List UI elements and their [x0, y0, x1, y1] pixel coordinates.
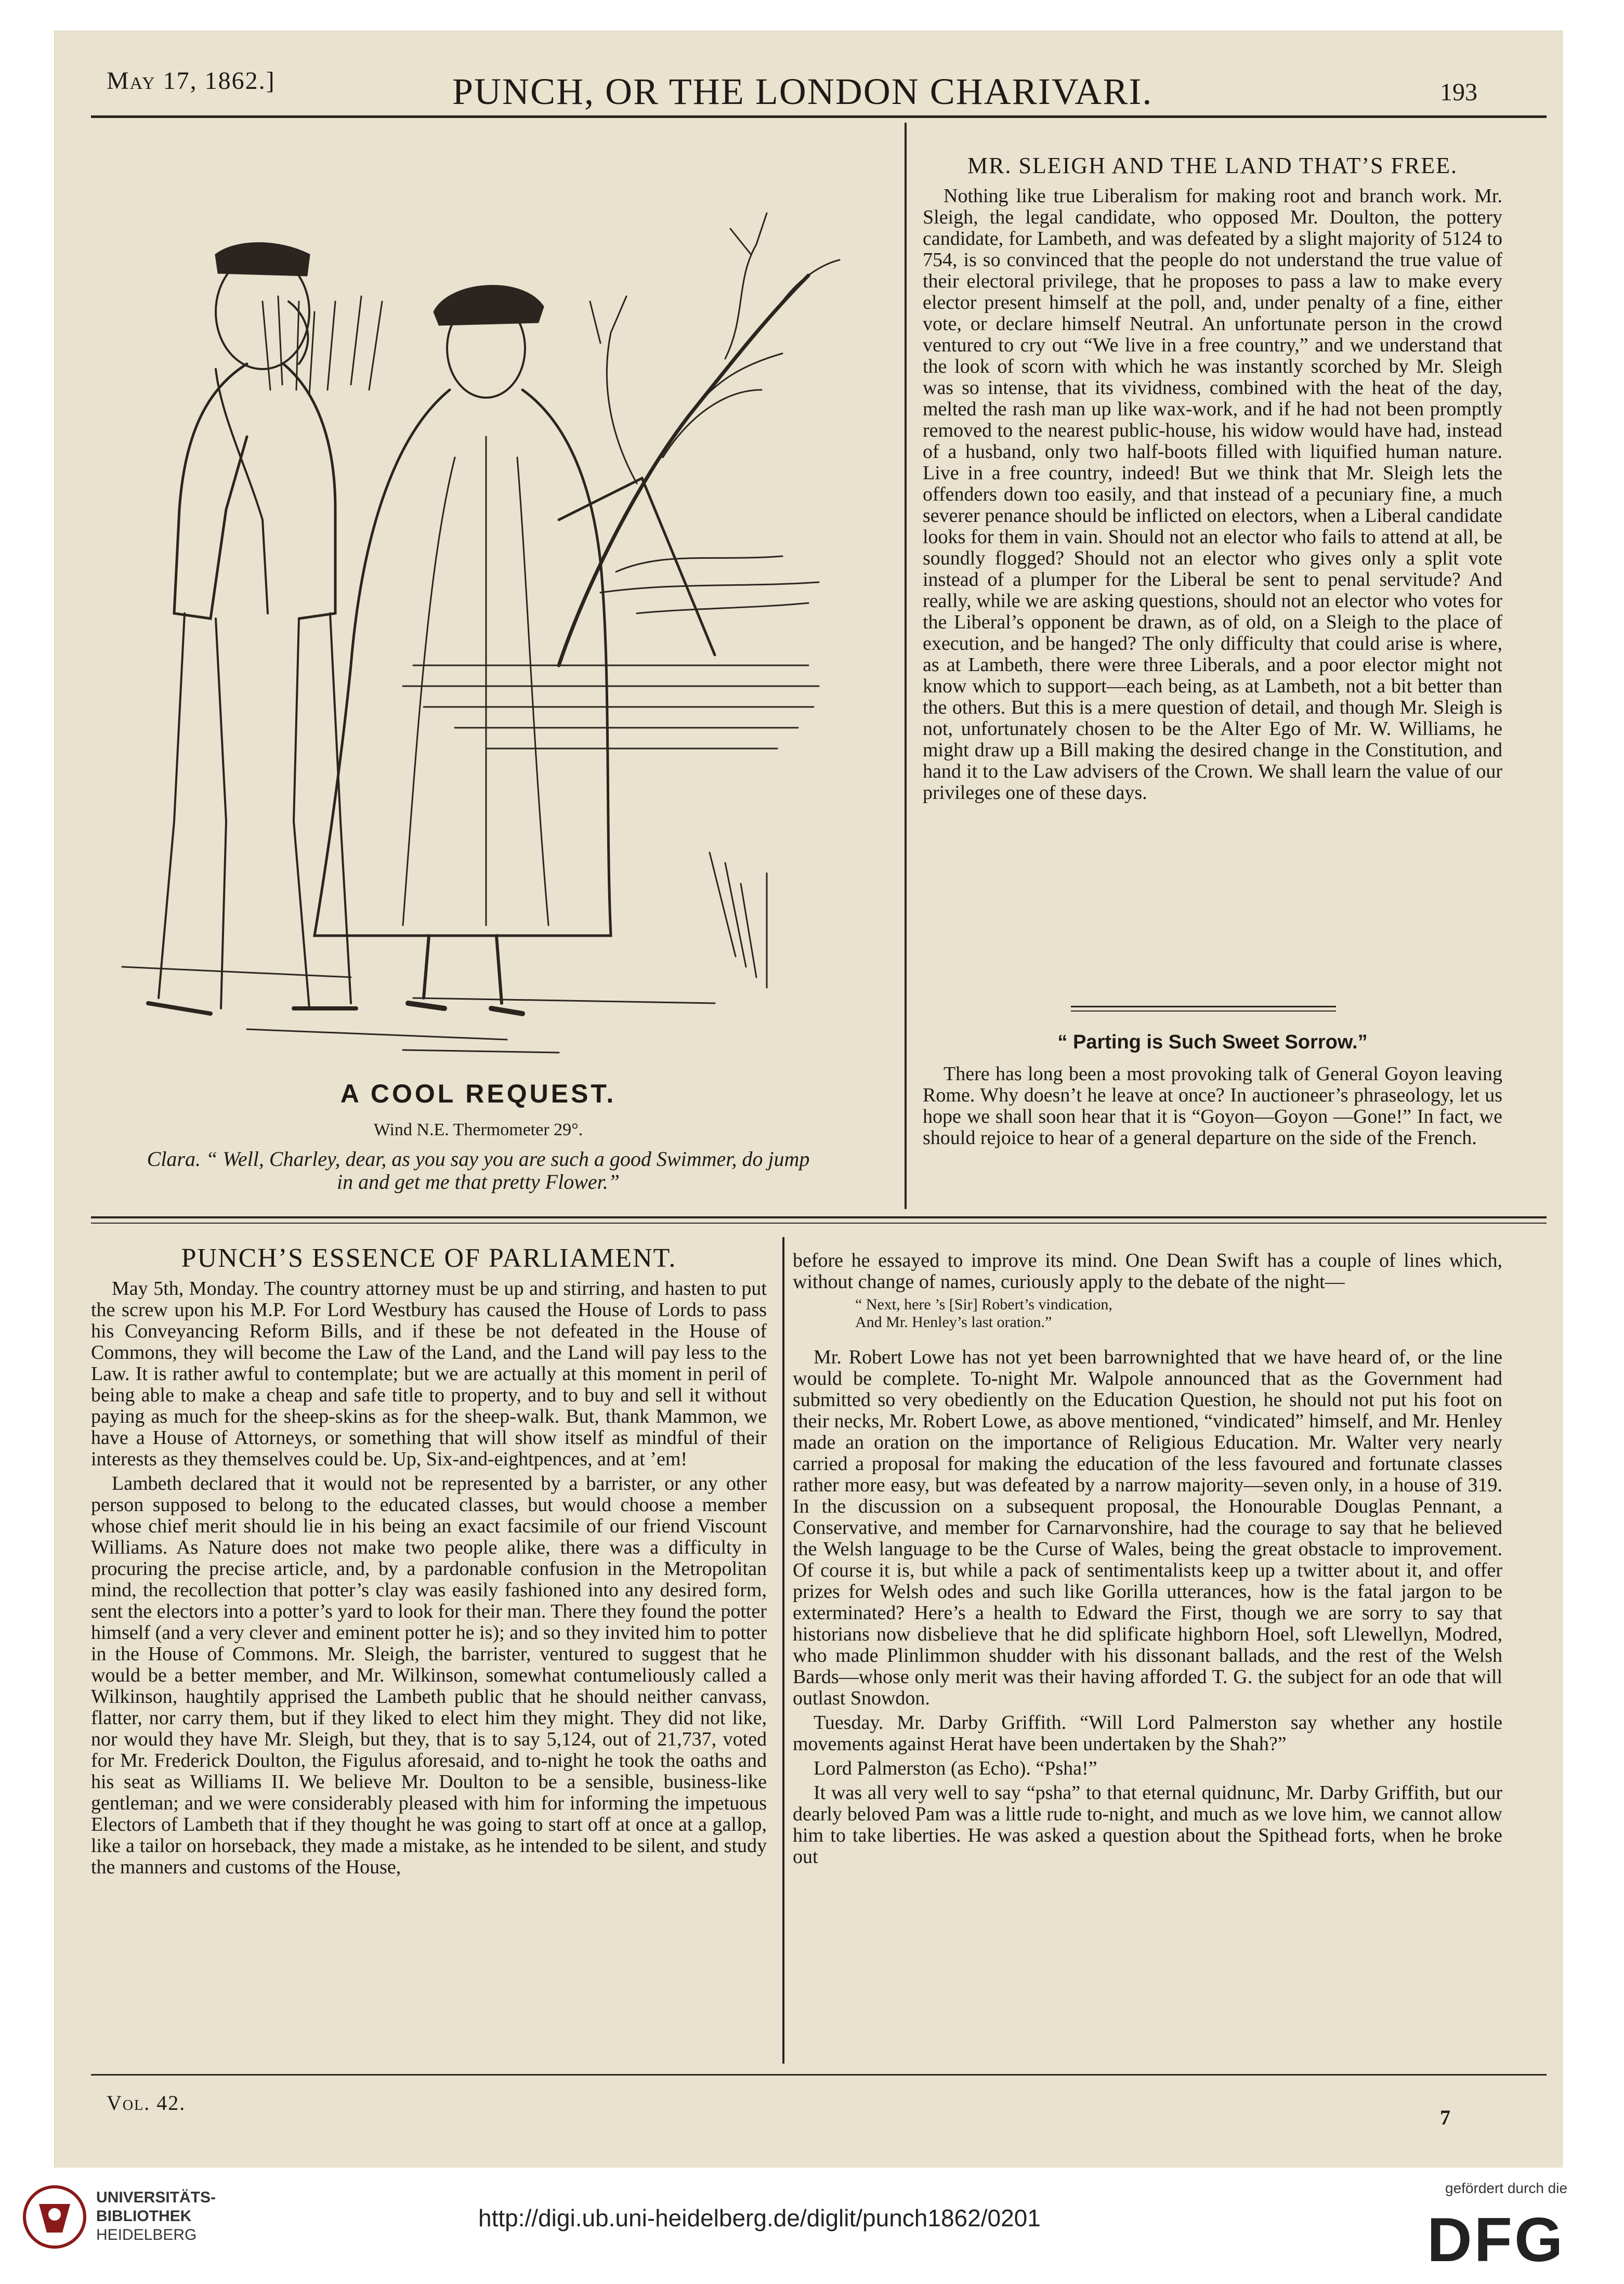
- library-line-3: HEIDELBERG: [96, 2226, 197, 2243]
- page-number: 193: [1440, 78, 1477, 106]
- essence-para-2: Lambeth declared that it would not be represented by a barrister, or any other person supposed to belong to the educated classes, but would choose a member whose chief merit should lie in his being an exact facsimile of our friend Viscount Williams. As Nature does not make two people alike, there was a difficulty in procuring the precise article, and, by a pardonable confusion in the Metropolitan mind, the recollection that potter’s clay was easily fashioned into any desired form, sent the electors into a potter’s yard to look for their man. There they found the potter himself (and a very clever and eminent potter he is); and so they invited him to potter in the House of Commons. Mr. Sleigh, the barrister, ventured to suggest that he would be a better member, and Mr. Wilkinson, somewhat contumeliously called a Wilkinson, haughtily apprised the Lambeth public that he should neither canvass, flatter, nor carry them, but if they liked to elect him they might. They did not like, nor would they have Mr. Sleigh, but they, that is to say 5,124, out of 21,737, voted for Mr. Frederick Doulton, the Figulus aforesaid, and to-night he took the oaths and his seat as Williams II. We believe Mr. Doulton to be a sensible, business-like gentleman; and we were considerably pleased with him for informing the impetuous Electors of Lambeth that if they thought he was going to start off at once at a gallop, like a tailor on horseback, they made a mistake, as he intended to be silent, and study the manners and customs of the House,: [91, 1473, 767, 1878]
- essence-para-6: Lord Palmerston (as Echo). “Psha!”: [814, 1757, 1097, 1779]
- caption-line-1: Clara. “ Well, Charley, dear, as you say you are such a good Swimmer, do jump: [147, 1147, 810, 1171]
- essence-para-3: before he essayed to improve its mind. One Dean Swift has a couple of lines which, without change of names, curiously apply to the debate of the night—: [793, 1250, 1502, 1293]
- essence-para-4: Mr. Robert Lowe has not yet been barrownighted that we have heard of, or the line would be complete. To-night Mr. Walpole announced that as the Government had submitted so very obediently on the Education Question, he should not put his foot on their necks, Mr. Robert Lowe, as above mentioned, “vindicated” himself, and Mr. Henley made an oration on the importance of Religious Education. Mr. Walter very nearly carried a proposal for making the education of the less favoured and fortunate classes rather more easy, but was defeated by a narrow majority—seven only, in a house of 319. In the discussion on a subsequent proposal, the Honourable Douglas Pennant, a Conservative, and member for Carnarvonshire, had the courage to say that he believed the Welsh language to be the Curse of Wales, being the great obstacle to improvement. Of course it is, but while a pack of sentimentalists keep up a twitter about it, and offer prizes for Welsh odes and such like Gorilla utterances, how is the fatal jargon to be exterminated? Here’s a health to Edward the First, though we are sorry to say that historians now disbelieve that he did splificate highborn Hoel, soft Llewellyn, Modred, who made Plinlimmon shudder with his dissonant ballads, and the rest of the Welsh Bards—whose only merit was their having afforded T. G. the subject for an ode that will outlast Snowdon.: [793, 1346, 1502, 1709]
- section-divider: [1071, 1006, 1336, 1007]
- sleigh-article-body: Nothing like true Liberalism for making root and branch work. Mr. Sleigh, the legal candidate, who opposed Mr. Doulton, the pottery candidate, for Lambeth, and was defeated by a slight majority of 5124 to 754, is so convinced that the people do not understand the true value of their electoral privilege, that he proposes to pass a law to make every elector present himself at the poll, and, under penalty of a fine, either vote, or declare himself Neutral. An unfortunate person in the crowd ventured to cry out “We live in a free country,” and we understand that the look of scorn with which he was instantly scorched by Mr. Sleigh was so intense, that its vividness, combined with the heat of the day, melted the rash man up like wax-work, and if he had not been promptly removed to the nearest public-house, his widow would have had, instead of a husband, only two half-boots filled with liquified human nature. Live in a free country, indeed! But we think that Mr. Sleigh lets the offenders down too easily, and that instead of a pecuniary fine, a much severer penance should be inflicted on electors, when a Liberal candidate looks for them in vain. Should not an elector who fails to attend at all, be soundly flogged? Should not an elector who gives only a split vote instead of a plumper for the Liberal be sent to penal servitude? And really, while we are asking questions, should not an elector who votes for the Liberal’s opponent be drawn, as of old, on a Sleigh to the place of execution, and be hanged? The only difficulty that could arise is where, as at Lambeth, there were three Liberals, and a poor elector might not know which to support—each being, as at Lambeth, not a bit better than the others. But this is a mere question of detail, and though Mr. Sleigh is not, unfortunately chosen to be the Alter Ego of Mr. W. Williams, he might draw up a Bill making the desired change in the Constitution, and hand it to the Law advisers of the Crown. We shall learn the value of our privileges one of these days.: [923, 185, 1502, 804]
- parting-article-title: “ Parting is Such Sweet Sorrow.”: [1057, 1031, 1368, 1053]
- essence-article-col1: [91, 1243, 767, 1881]
- header-rule: [91, 115, 1547, 118]
- sleigh-article-title: MR. SLEIGH AND THE LAND THAT’S FREE.: [967, 153, 1458, 178]
- library-line-2: BIBLIOTHEK: [96, 2208, 192, 2225]
- cartoon-subtitle: Wind N.E. Thermometer 29°.: [373, 1120, 583, 1139]
- permalink[interactable]: http://digi.ub.uni-heidelberg.de/diglit/punch1862/0201: [478, 2204, 1041, 2232]
- caption-line-2: in and get me that pretty Flower.”: [336, 1170, 620, 1193]
- funding-note: gefördert durch die: [1445, 2180, 1568, 2196]
- dfg-logo: DFG: [1427, 2205, 1565, 2275]
- signature-mark: 7: [1440, 2106, 1450, 2129]
- quote-line-1: “ Next, here ’s [Sir] Robert’s vindication,: [855, 1296, 1112, 1313]
- essence-article-col2: [793, 1250, 1502, 1871]
- parting-article-body: There has long been a most provoking talk of General Goyon leaving Rome. Why doesn’t he leave at once? In auctioneer’s phraseology, let us hope we shall soon hear that it is “Goyon—Goyon —Gone!” In fact, we should rejoice to hear of a general departure on the side of the French.: [923, 1063, 1502, 1149]
- issue-date: May 17, 1862.]: [107, 67, 276, 95]
- cartoon-illustration: [91, 146, 866, 1066]
- page-divider-2: [91, 1223, 1547, 1224]
- essence-para-1: May 5th, Monday. The country attorney must be up and stirring, and hasten to put the screw upon his M.P. For Lord Westbury has caused the House of Lords to pass his Conveyancing Reform Bills, and if these be not defeated in the House of Commons, they will become the Law of the Land, and the Land will pay less to the Law. It is rather awful to contemplate; but we are actually at this moment in peril of being able to make a cheap and safe title to property, and to buy and sell it without paying as much for the sheep-skins as for the sheep-walk. But, thank Mammon, we have a House of Attorneys, or something that will show itself as mindful of their interests as they themselves could be. Up, Six-and-eightpences, and at ’em!: [91, 1278, 767, 1470]
- volume-label: Vol. 42.: [107, 2091, 186, 2115]
- library-name: [96, 2188, 216, 2244]
- cartoon-caption: [91, 1148, 866, 1193]
- essence-article-title: PUNCH’S ESSENCE OF PARLIAMENT.: [181, 1243, 677, 1273]
- section-divider-2: [1071, 1010, 1336, 1012]
- essence-para-5: Tuesday. Mr. Darby Griffith. “Will Lord Palmerston say whether any hostile movements against Herat have been undertaken by the Shah?”: [793, 1712, 1502, 1755]
- quote-line-2: And Mr. Henley’s last oration.”: [855, 1314, 1052, 1331]
- essence-para-7: It was all very well to say “psha” to that eternal quidnunc, Mr. Darby Griffith, but our dearly beloved Pam was a little rude to-night, and much as we love him, we cannot allow him to take liberties. He was asked a question about the Spithead forts, when he broke out: [793, 1782, 1502, 1868]
- cartoon-title: A COOL REQUEST.: [340, 1079, 617, 1108]
- sleigh-article: [923, 155, 1502, 807]
- masthead-title: PUNCH, OR THE LONDON CHARIVARI.: [452, 71, 1153, 112]
- column-divider-top: [905, 123, 907, 1209]
- footer-rule: [91, 2074, 1547, 2076]
- library-line-1: UNIVERSITÄTS-: [96, 2189, 216, 2206]
- university-seal-icon: [21, 2183, 88, 2251]
- parting-article: [923, 1032, 1502, 1152]
- page-divider: [91, 1216, 1547, 1218]
- swift-quote: [855, 1296, 1502, 1331]
- column-divider-bottom: [782, 1237, 784, 2064]
